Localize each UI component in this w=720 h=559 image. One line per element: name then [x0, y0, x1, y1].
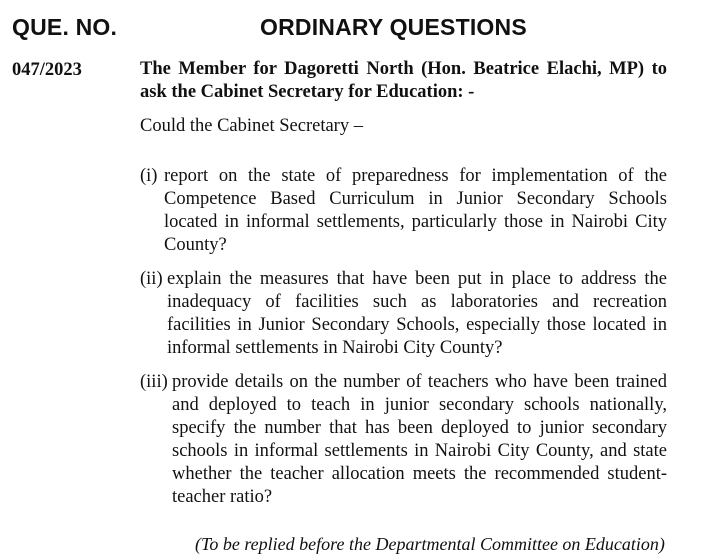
- question-lead-in: Could the Cabinet Secretary –: [140, 116, 363, 136]
- item-text: explain the measures that have been put in place to address the inadequacy of facilities such as laboratories and recreation facilities in Junior Secondary Schools, especially those located in informal settlements in Nairobi City County?: [167, 269, 667, 358]
- reply-instruction: (To be replied before the Departmental Committee on Education): [195, 534, 665, 554]
- question-item: [140, 371, 667, 509]
- question-body: [140, 58, 667, 520]
- question-number: 047/2023: [12, 60, 82, 80]
- item-text: report on the state of preparedness for implementation of the Competence Based Curriculum in Junior Secondary Schools located in informal settlements, particularly those in Nairobi City County?: [164, 166, 667, 255]
- item-numeral: (i): [140, 166, 158, 186]
- question-items: [140, 165, 667, 509]
- question-item: [140, 268, 667, 360]
- item-text: provide details on the number of teachers who have been trained and deployed to teach in junior secondary schools nationally, specify the number that has been deployed to junior secondary schools in informal settlements in Nairobi City County, and state whether the teacher allocation meets the recommended student-teacher ratio?: [172, 372, 667, 507]
- section-title: ORDINARY QUESTIONS: [260, 14, 527, 40]
- question-intro: The Member for Dagoretti North (Hon. Beatrice Elachi, MP) to ask the Cabinet Secretary for Education: -: [140, 59, 667, 102]
- item-numeral: (ii): [140, 269, 163, 289]
- header-row: [0, 10, 720, 44]
- item-numeral: (iii): [140, 372, 168, 392]
- question-number-column-heading: QUE. NO.: [12, 14, 118, 40]
- question-item: [140, 165, 667, 257]
